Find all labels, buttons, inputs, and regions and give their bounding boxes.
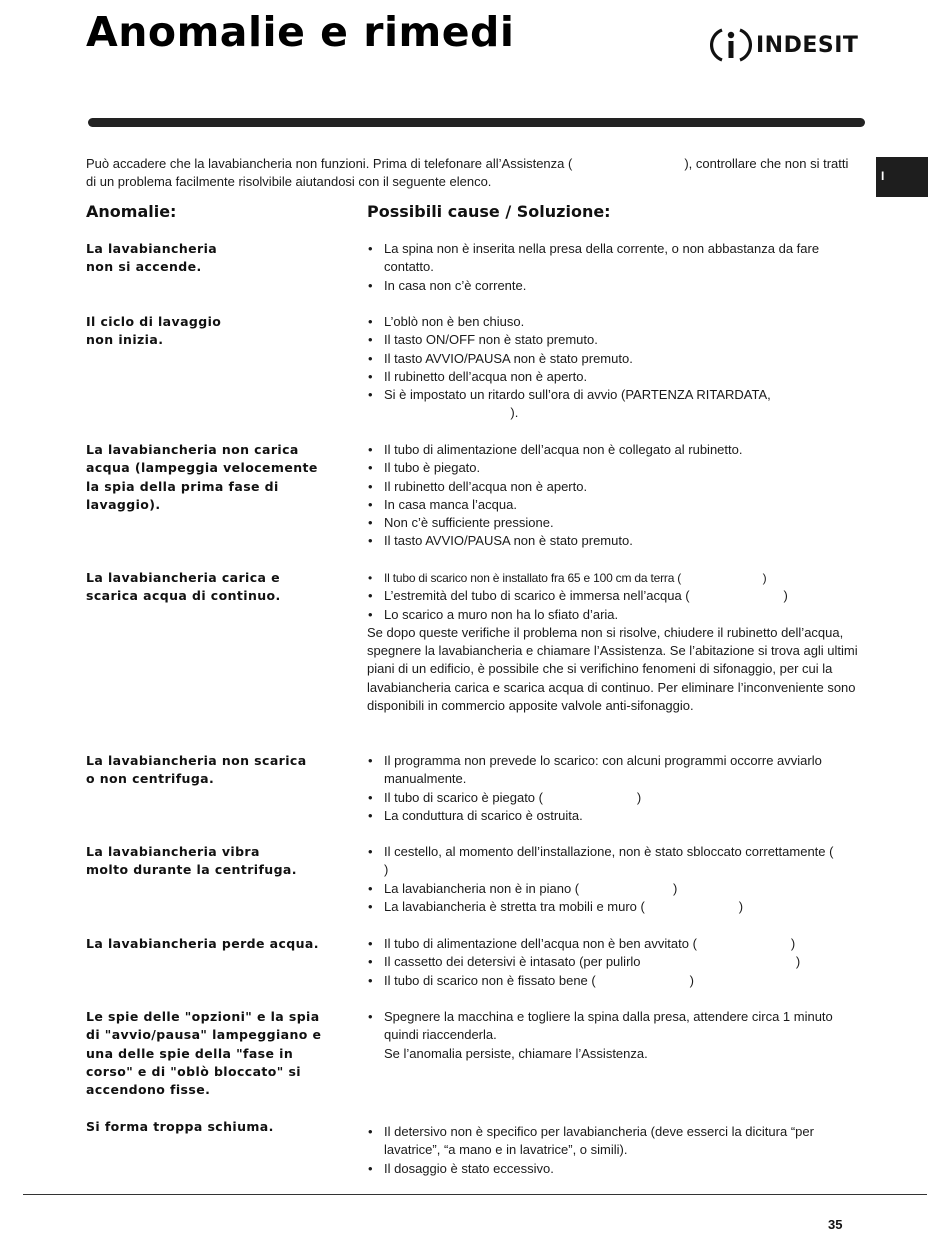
solution-bullet: • Il detersivo non è specifico per lavabiancheria (deve esserci la dicitura “per lavatrice”, “a mano e in lavatrice”, o simili). xyxy=(367,1123,867,1160)
solution-bullet: • Lo scarico a muro non ha lo sfiato d’aria. xyxy=(367,606,867,624)
anomaly-label: Si forma troppa schiuma. xyxy=(86,1119,274,1134)
anomaly-label: La lavabiancheria non si accende. xyxy=(86,241,218,275)
solution-bullet: • Il programma non prevede lo scarico: con alcuni programmi occorre avviarlo manualmente. xyxy=(367,752,867,789)
brand-name: INDESIT xyxy=(756,32,859,58)
solution-list xyxy=(367,313,867,423)
solution-list xyxy=(367,1008,867,1063)
anomaly-label: La lavabiancheria perde acqua. xyxy=(86,936,319,951)
solution-list xyxy=(367,752,867,825)
solution-bullet: • Il rubinetto dell’acqua non è aperto. xyxy=(367,478,867,496)
solution-bullet: • Non c’è sufficiente pressione. xyxy=(367,514,867,532)
anomaly-label: Le spie delle "opzioni" e la spia di "avvio/pausa" lampeggiano e una delle spie della "fase in corso" e di "oblò bloccato" si accendono fisse. xyxy=(86,1009,322,1098)
solution-bullet: • L’estremità del tubo di scarico è immersa nell’acqua ( ) xyxy=(367,587,867,605)
anomaly-label: La lavabiancheria non carica acqua (lampeggia velocemente la spia della prima fase di lavaggio). xyxy=(86,442,318,512)
solution-bullet: • Il tasto ON/OFF non è stato premuto. xyxy=(367,331,867,349)
anomalies-header: Anomalie: xyxy=(86,202,177,221)
solution-bullet: • La spina non è inserita nella presa della corrente, o non abbastanza da fare contatto. xyxy=(367,240,867,277)
solution-bullet: • Il tubo è piegato. xyxy=(367,459,867,477)
solution-list xyxy=(367,843,928,916)
footer-rule xyxy=(23,1194,927,1195)
solution-bullet: • Il tasto AVVIO/PAUSA non è stato premuto. xyxy=(367,532,867,550)
solution-bullet: • Il tubo di alimentazione dell’acqua non è collegato al rubinetto. xyxy=(367,441,867,459)
solution-bullet: • Il tubo di scarico non è fissato bene ( ) xyxy=(367,972,867,990)
indesit-logo xyxy=(710,26,858,64)
solution-bullet: • In casa non c’è corrente. xyxy=(367,277,867,295)
solution-list xyxy=(367,441,867,551)
anomaly-label: Il ciclo di lavaggio non inizia. xyxy=(86,314,222,348)
intro-part-1: Può accadere che la lavabiancheria non funzioni. Prima di telefonare all’Assistenza ( xyxy=(86,156,573,171)
page-title: Anomalie e rimedi xyxy=(86,8,515,56)
solution-bullet: • Spegnere la macchina e togliere la spina dalla presa, attendere circa 1 minuto quindi riaccenderla. xyxy=(367,1008,867,1045)
anomaly-label: La lavabiancheria vibra molto durante la centrifuga. xyxy=(86,844,297,878)
solution-bullet: • Si è impostato un ritardo sull’ora di avvio (PARTENZA RITARDATA, xyxy=(367,386,867,404)
solution-bullet: • Il tubo di alimentazione dell’acqua non è ben avvitato ( ) xyxy=(367,935,867,953)
solution-bullet: • Il tubo di scarico è piegato ( ) xyxy=(367,789,867,807)
solution-bullet: • La lavabiancheria non è in piano ( ) xyxy=(367,880,867,898)
solution-bullet: • Il cestello, al momento dell’installazione, non è stato sbloccato correttamente ( ) xyxy=(367,843,867,880)
solution-bullet: • Il cassetto dei detersivi è intasato (per pulirlo ) xyxy=(367,953,867,971)
solution-bullet: • Il tasto AVVIO/PAUSA non è stato premuto. xyxy=(367,350,867,368)
header-rule xyxy=(88,118,865,127)
anomaly-label: La lavabiancheria carica e scarica acqua di continuo. xyxy=(86,570,281,604)
causes-header: Possibili cause / Soluzione: xyxy=(367,202,611,221)
solution-bullet: • Il dosaggio è stato eccessivo. xyxy=(367,1160,867,1178)
anomaly-label: La lavabiancheria non scarica o non centrifuga. xyxy=(86,753,307,787)
page-number: 35 xyxy=(828,1217,843,1232)
solution-bullet: • La conduttura di scarico è ostruita. xyxy=(367,807,867,825)
indesit-logo-icon xyxy=(710,26,752,64)
solution-note: ). xyxy=(384,405,519,421)
solution-list xyxy=(367,569,867,715)
solution-list xyxy=(367,1123,867,1178)
intro-paragraph xyxy=(86,155,856,191)
solution-bullet: • In casa manca l’acqua. xyxy=(367,496,867,514)
solution-bullet: • La lavabiancheria è stretta tra mobili e muro ( ) xyxy=(367,898,867,916)
solution-bullet: • Il rubinetto dell’acqua non è aperto. xyxy=(367,368,867,386)
solution-list xyxy=(367,935,867,990)
language-side-tab: I xyxy=(876,157,928,197)
solution-note: Se dopo queste verifiche il problema non si risolve, chiudere il rubinetto dell’acqua, spegnere la lavabiancheria e chiamare l’Assistenza. Se l’abitazione si trova agli ultimi piani di un edificio, è possibile che si verifichino fenomeni di sifonaggio, per cui la lavabiancheria carica e scarica acqua di continuo. Per eliminare l’inconveniente sono disponibili in commercio apposite valvole anti-sifonaggio. xyxy=(367,624,862,714)
intro-part-2: ), controllare che non si tratti di un problema facilmente risolvibile aiutandosi con il seguente elenco. xyxy=(86,156,849,189)
solution-bullet: • L’oblò non è ben chiuso. xyxy=(367,313,867,331)
solution-list xyxy=(367,240,867,295)
solution-bullet: • Il tubo di scarico non è installato fra 65 e 100 cm da terra ( ) xyxy=(367,569,867,587)
solution-note: Se l’anomalia persiste, chiamare l’Assistenza. xyxy=(384,1045,648,1061)
